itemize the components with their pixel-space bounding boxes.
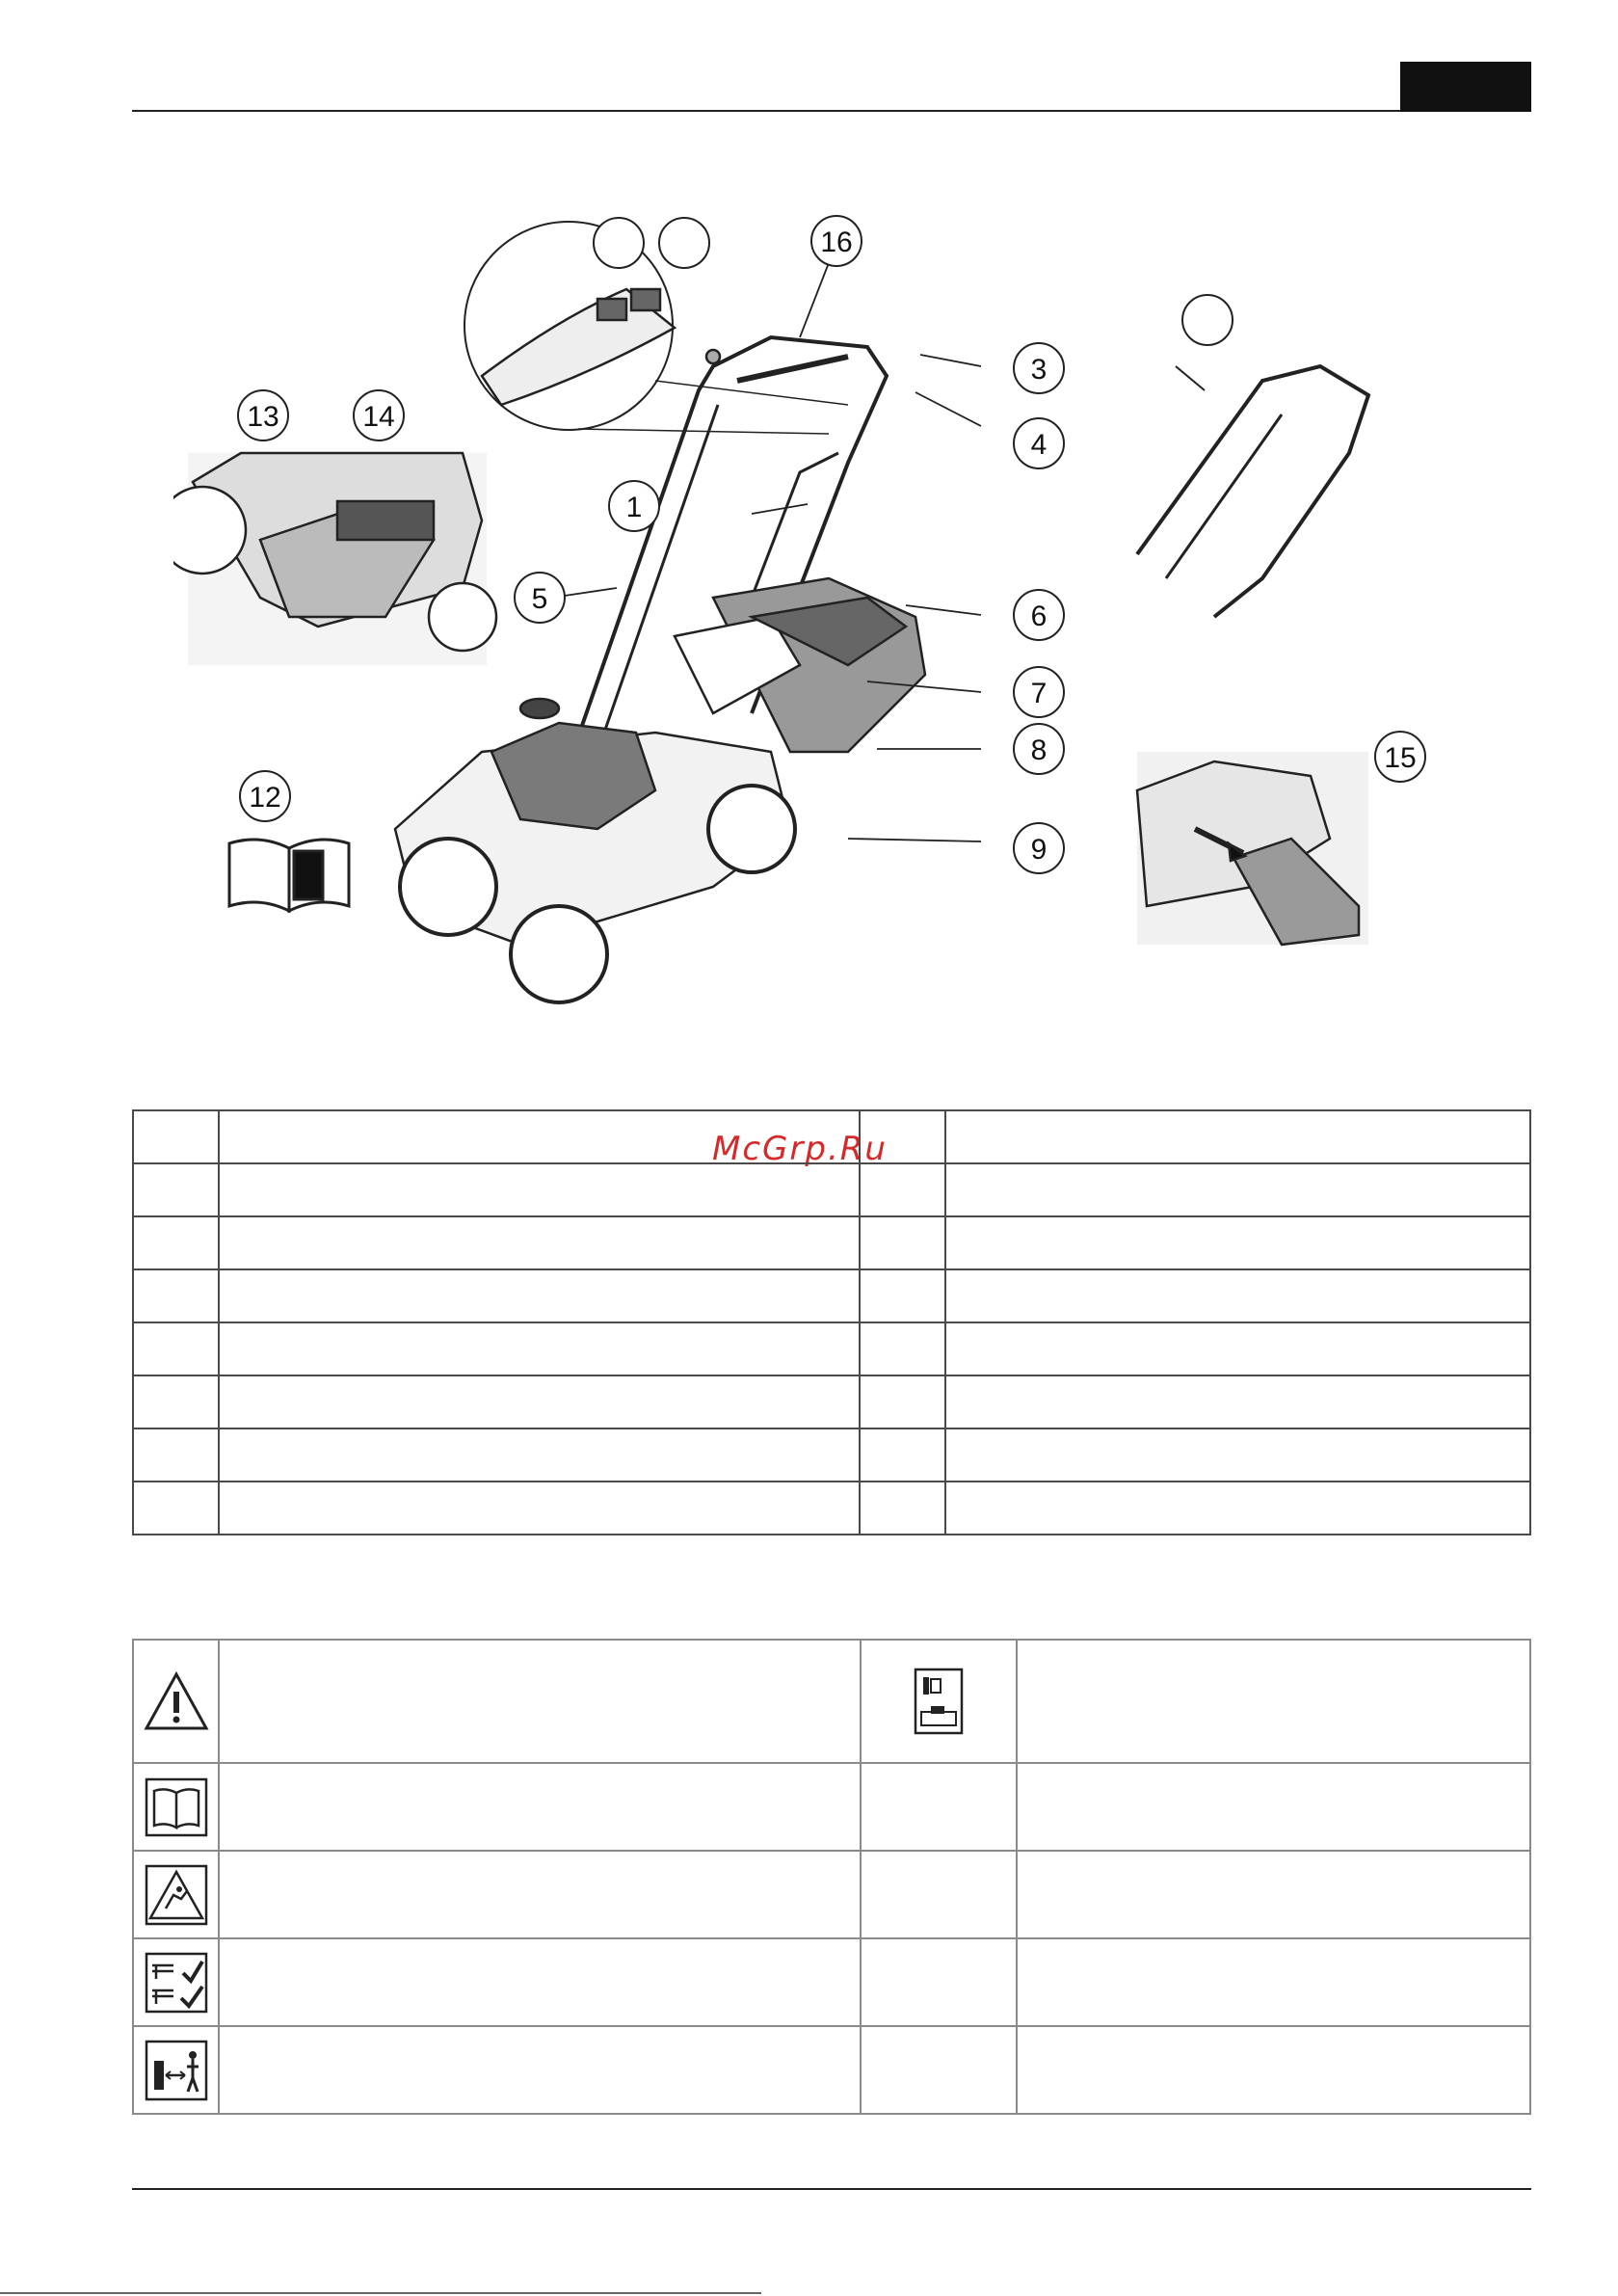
part-name (945, 1375, 1530, 1428)
table-row (133, 1216, 1530, 1269)
table-row (133, 1110, 1530, 1163)
table-row (133, 1763, 1530, 1851)
part-number (133, 1322, 219, 1375)
part-number (133, 1216, 219, 1269)
callout-16: 16 (820, 227, 853, 258)
symbol-description (219, 1938, 861, 2026)
table-row (133, 1640, 1530, 1763)
table-row (133, 1851, 1530, 1938)
symbol-description (219, 2026, 861, 2114)
table-row (133, 1938, 1530, 2026)
table-row (133, 1322, 1530, 1375)
part-name (945, 1269, 1530, 1322)
spark-plug-disconnect-icon (145, 1952, 208, 2014)
page-edge-line (0, 2292, 761, 2294)
manual-book-icon (145, 1777, 208, 1837)
parts-table (132, 1109, 1531, 1535)
part-number (133, 1428, 219, 1482)
symbol-description (219, 1763, 861, 1851)
table-row (133, 1375, 1530, 1428)
callout-8: 8 (1030, 734, 1048, 766)
product-illustration (173, 212, 1446, 1041)
part-number (860, 1482, 945, 1535)
part-number (133, 1375, 219, 1428)
manual-symbol (229, 840, 349, 911)
callout-4: 4 (1030, 429, 1048, 461)
symbol-description (1017, 1851, 1530, 1938)
warning-triangle-icon (143, 1670, 210, 1732)
symbol-description (1017, 1640, 1530, 1763)
symbols-table (132, 1639, 1531, 2115)
part-number (860, 1322, 945, 1375)
part-number (133, 1482, 219, 1535)
symbol-description (219, 1851, 861, 1938)
symbol-description (219, 1640, 861, 1763)
part-name (945, 1482, 1530, 1535)
part-name (219, 1428, 860, 1482)
mower-figure-svg (173, 212, 1446, 1041)
callout-1: 1 (625, 492, 643, 523)
language-tab (1400, 62, 1531, 112)
callout-15: 15 (1384, 742, 1417, 774)
header-rule (132, 110, 1531, 112)
part-number (860, 1428, 945, 1482)
watermark: McGrp.Ru (712, 1130, 888, 1168)
part-number (860, 1163, 945, 1216)
part-name (219, 1482, 860, 1535)
callout-9: 9 (1030, 834, 1048, 866)
symbol-description (1017, 1763, 1530, 1851)
alt-handle-detail (1137, 295, 1368, 617)
part-name (945, 1163, 1530, 1216)
part-name (219, 1322, 860, 1375)
callout-14: 14 (362, 401, 395, 433)
part-name (219, 1216, 860, 1269)
part-number (860, 1375, 945, 1428)
symbol-description (1017, 1938, 1530, 2026)
table-row (133, 1428, 1530, 1482)
part-number (133, 1110, 219, 1163)
grass-box (675, 578, 925, 752)
table-row (133, 1163, 1530, 1216)
callout-12: 12 (249, 782, 281, 814)
part-name (945, 1110, 1530, 1163)
callout-6: 6 (1030, 601, 1048, 632)
height-adjust-icon (914, 1668, 964, 1735)
callout-3: 3 (1030, 354, 1048, 386)
part-name (219, 1375, 860, 1428)
mower-deck (395, 699, 795, 1002)
callout-7: 7 (1030, 678, 1048, 709)
part-number (860, 1269, 945, 1322)
table-row (133, 2026, 1530, 2114)
part-number (860, 1110, 945, 1163)
part-name (219, 1110, 860, 1163)
part-name (945, 1428, 1530, 1482)
keep-distance-icon (145, 2040, 208, 2101)
symbol-description (1017, 2026, 1530, 2114)
table-row (133, 1482, 1530, 1535)
part-name (219, 1163, 860, 1216)
blade-hazard-icon (145, 1864, 208, 1926)
part-name (945, 1322, 1530, 1375)
mulch-plug-detail (1137, 752, 1368, 945)
callout-13: 13 (247, 401, 279, 433)
part-name (219, 1269, 860, 1322)
part-number (133, 1269, 219, 1322)
footer-rule (132, 2188, 1531, 2190)
callout-5: 5 (531, 583, 548, 615)
part-name (945, 1216, 1530, 1269)
table-row (133, 1269, 1530, 1322)
part-number (860, 1216, 945, 1269)
grass-catcher-detail (173, 453, 496, 665)
part-number (133, 1163, 219, 1216)
